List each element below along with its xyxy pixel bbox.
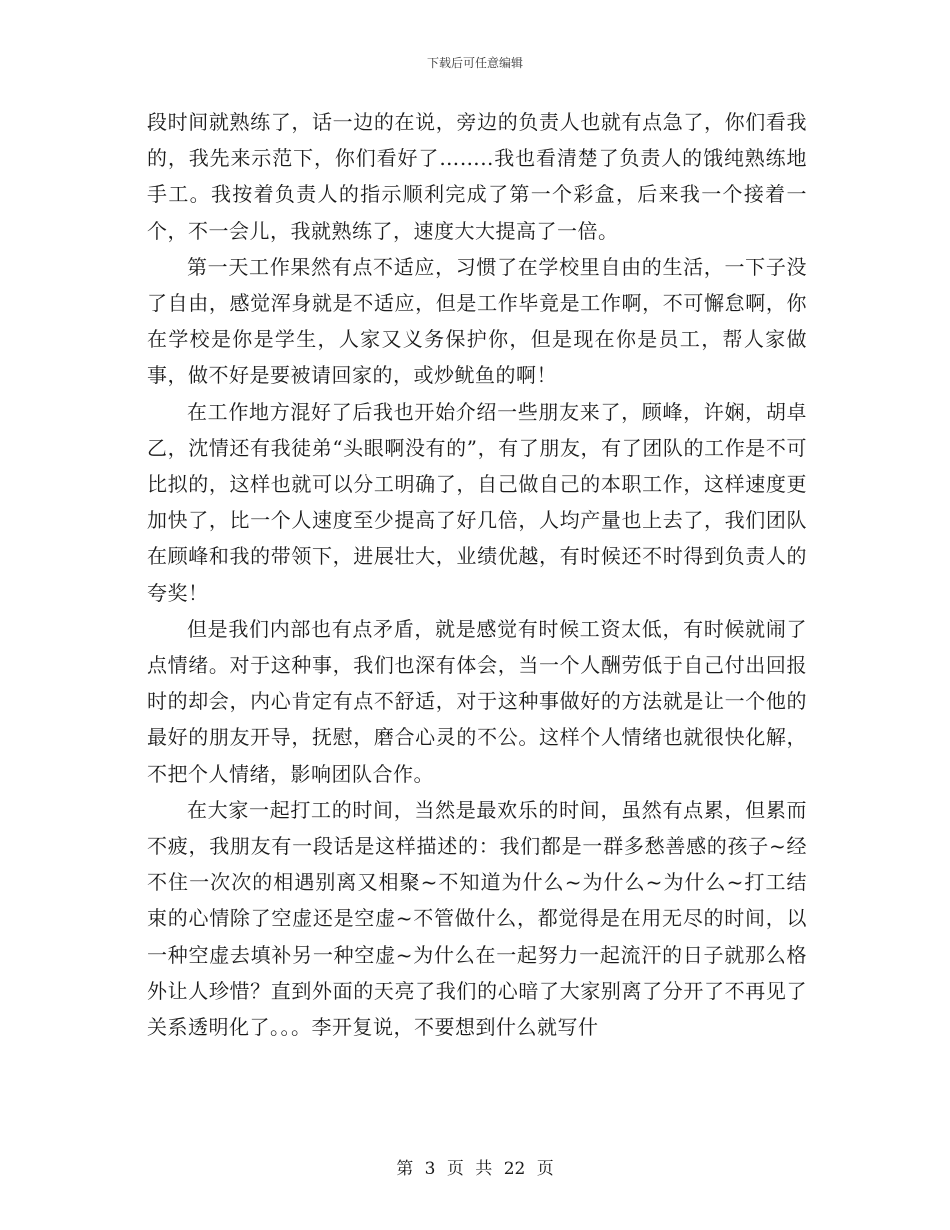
- paragraph-5: 在大家一起打工的时间，当然是最欢乐的时间，虽然有点累，但累而不疲，我朋友有一段话是这样描述的：我们都是一群多愁善感的孩子~经不住一次次的相遇别离又相聚~不知道为什么~为什么~为什么~打工结束的心情除了空虚还是空虚~不管做什么，都觉得是在用无尽的时间，以一种空虚去填补另一种空虚~为什么在一起努力一起流汗的日子就那么格外让人珍惜？直到外面的天亮了我们的心暗了大家别离了分开了不再见了关系透明化了。。。李开复说，不要想到什么就写什: [147, 797, 807, 1040]
- paragraph-4: 但是我们内部也有点矛盾，就是感觉有时候工资太低，有时候就闹了点情绪。对于这种事，我们也深有体会，当一个人酬劳低于自己付出回报时的却会，内心肯定有点不舒适，对于这种事做好的方法就是让一个他的最好的朋友开导，抚慰，磨合心灵的不公。这样个人情绪也就很快化解，不把个人情绪，影响团队合作。: [147, 616, 807, 786]
- page-header: 下载后可任意编辑: [426, 56, 523, 70]
- page-footer: 第 3 页 共 22 页: [396, 1159, 554, 1179]
- paragraph-2: 第一天工作果然有点不适应，习惯了在学校里自由的生活，一下子没了自由，感觉浑身就是不适应，但是工作毕竟是工作啊，不可懈怠啊，你在学校是你是学生，人家又义务保护你，但是现在你是员工，帮人家做事，做不好是要被请回家的，或炒鱿鱼的啊！: [147, 254, 807, 388]
- paragraph-3: 在工作地方混好了后我也开始介绍一些朋友来了，顾峰，许娴，胡卓乙，沈情还有我徒弟“头眼啊没有的”，有了朋友，有了团队的工作是不可比拟的，这样也就可以分工明确了，自己做自己的本职工作，这样速度更加快了，比一个人速度至少提高了好几倍，人均产量也上去了，我们团队在顾峰和我的带领下，进展壮大，业绩优越，有时候还不时得到负责人的夸奖！: [147, 399, 807, 605]
- document-body: [147, 104, 807, 1045]
- paragraph-1: 段时间就熟练了，话一边的在说，旁边的负责人也就有点急了，你们看我的，我先来示范下，你们看好了……..我也看清楚了负责人的饿纯熟练地手工。我按着负责人的指示顺利完成了第一个彩盒，后来我一个接着一个，不一会儿，我就熟练了，速度大大提高了一倍。: [147, 110, 807, 243]
